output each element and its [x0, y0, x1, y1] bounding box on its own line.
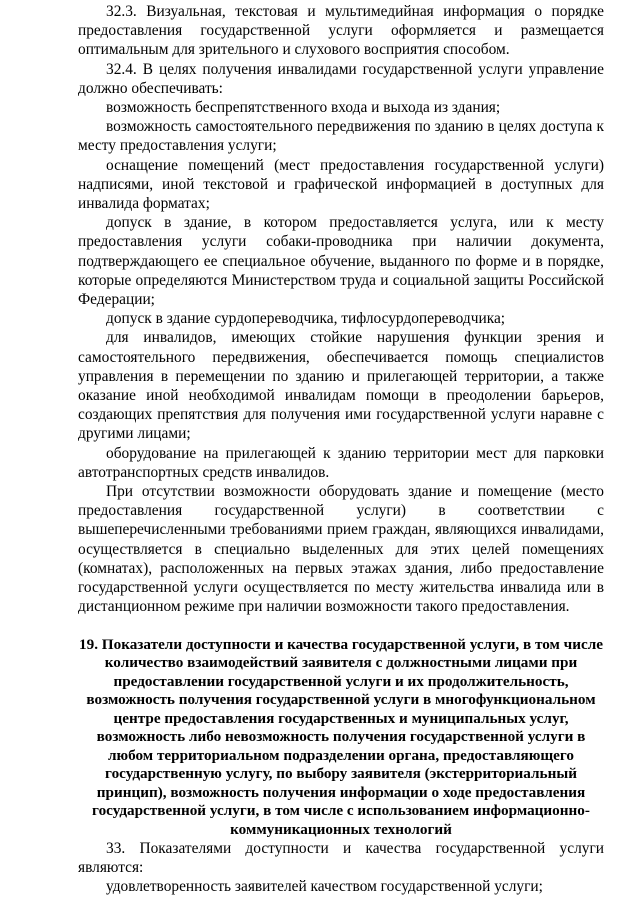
- section-heading-19: 19. Показатели доступности и качества государственной услуги, в том числе количество взаимодействий заявителя с должностными лицами при предоставлении государственной услуги и их продолжительность, возможность получения государственной услуги в многофункциональном центре предоставления государственных и муниципальных услуг, возможность либо невозможность получения государственной услуги в любом территориальном подразделении органа, предоставляющего государственную услугу, по выбору заявителя (экстерриториальный принцип), возможность получения информации о ходе предоставления государственной услуги, в том числе с использованием информационно-коммуникационных технологий: [79, 635, 603, 838]
- list-item-movement: возможность самостоятельного передвижения по зданию в целях доступа к месту предоставления услуги;: [78, 118, 604, 155]
- list-item-interpreter: допуск в здание сурдопереводчика, тифлосурдопереводчика;: [106, 310, 506, 328]
- paragraph-32-4: 32.4. В целях получения инвалидами государственной услуги управление должно обеспечивать:: [78, 60, 604, 97]
- paragraph-alternative: При отсутствии возможности оборудовать здание и помещение (место предоставления государственной услуги) в соответствии с вышеперечисленными требованиями прием граждан, являющихся инвалидами, осуществляется в специально выделенных для этих целей помещениях (комнатах), расположенных на первых этажах здания, либо предоставление государственной услуги осуществляется по месту жительства инвалида или в дистанционном режиме при наличии возможности такого предоставления.: [78, 483, 604, 616]
- list-item-satisfaction: удовлетворенность заявителей качеством государственной услуги;: [106, 878, 543, 896]
- list-item-assistance: для инвалидов, имеющих стойкие нарушения функции зрения и самостоятельного передвижения, обеспечивается помощь специалистов управления в перемещении по зданию и прилегающей территории, а также оказание иной необходимой инвалидам помощи в преодолении барьеров, создающих препятствия для получения ими государственной услуги наравне с другими лицами;: [78, 329, 604, 443]
- paragraph-33: 33. Показателями доступности и качества государственной услуги являются:: [78, 840, 604, 877]
- list-item-entrance: возможность беспрепятственного входа и выхода из здания;: [106, 99, 501, 117]
- list-item-parking: оборудование на прилегающей к зданию территории мест для парковки автотранспортных средств инвалидов.: [78, 444, 604, 481]
- paragraph-32-3: 32.3. Визуальная, текстовая и мультимедийная информация о порядке предоставления государственной услуги оформляется и размещается оптимальным для зрительного и слухового восприятия способом.: [78, 3, 604, 59]
- section-spacer: [78, 617, 604, 636]
- list-item-signage: оснащение помещений (мест предоставления государственной услуги) надписями, иной текстовой и графической информацией в доступных для инвалида форматах;: [78, 156, 604, 213]
- document-page: [78, 2, 604, 897]
- list-item-guide-dog: допуск в здание, в котором предоставляется услуга, или к месту предоставления услуги собаки-проводника при наличии документа, подтверждающего ее специальное обучение, выданного по форме и в порядке, которые определяются Министерством труда и социальной защиты Российской Федерации;: [78, 214, 604, 309]
